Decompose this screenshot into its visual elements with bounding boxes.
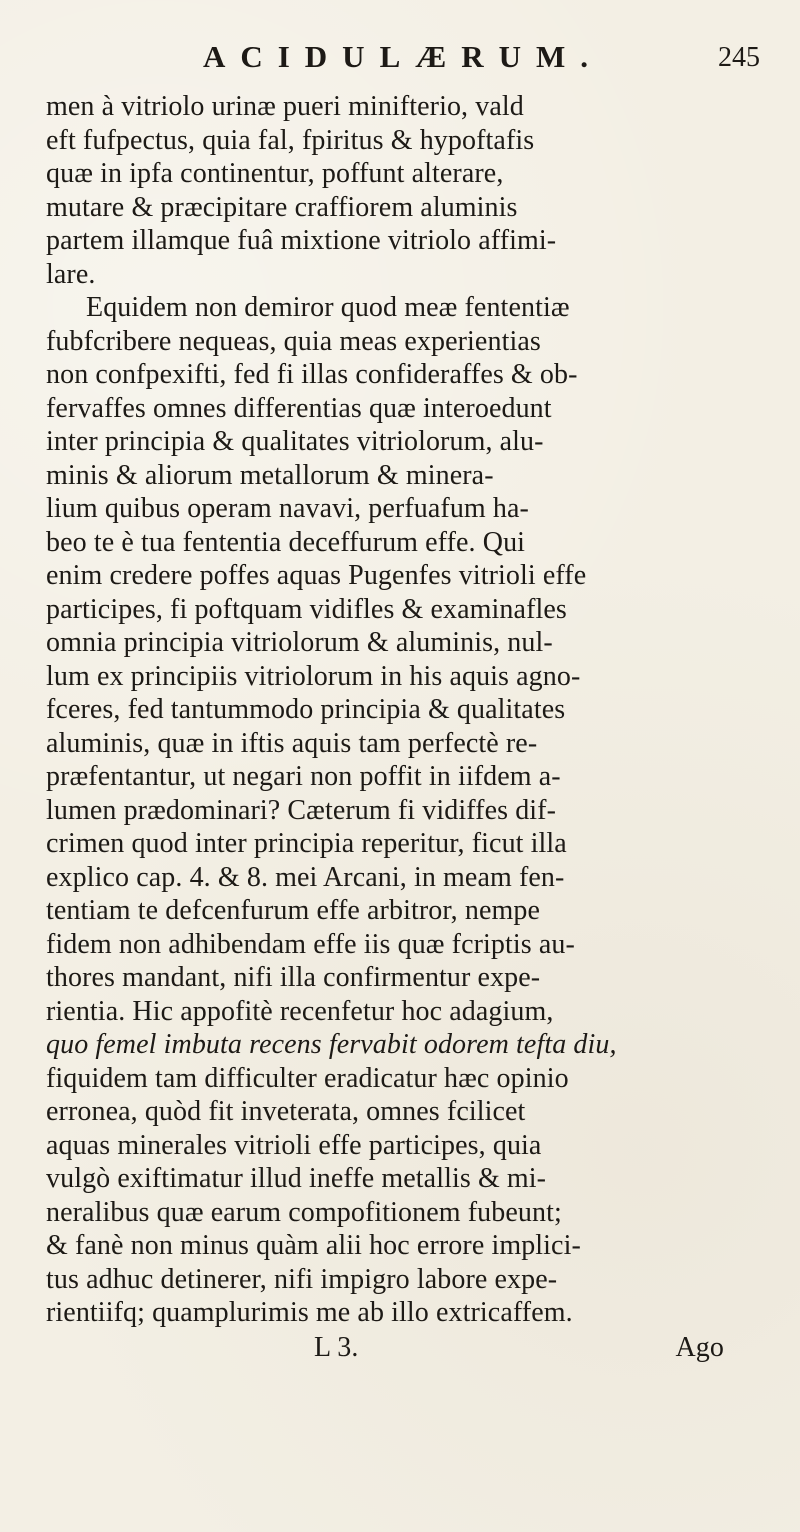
text-line: præfentantur, ut negari non poffit in iifdem a- <box>46 761 561 792</box>
text-line: eft fufpectus, quia fal, fpiritus & hypoftafis <box>46 124 535 156</box>
text-line: fervaffes omnes differentias quæ interoedunt <box>46 392 552 424</box>
text-line: omnia principia vitriolorum & aluminis, nul- <box>46 627 553 658</box>
text-line: aluminis, quæ in iftis aquis tam perfectè re- <box>46 727 538 759</box>
text-line: & fanè non minus quàm alii hoc errore implici- <box>46 1230 581 1261</box>
text-line: quæ in ipfa continentur, poffunt alterare, <box>46 158 504 189</box>
text-line: rientiifq; quamplurimis me ab illo extricaffem. <box>46 1297 573 1328</box>
text-line: inter principia & qualitates vitriolorum, alu- <box>46 426 544 457</box>
paragraph-1 <box>46 90 760 291</box>
text-line: neralibus quæ earum compofitionem fubeunt; <box>46 1196 562 1228</box>
text-line: tus adhuc detinerer, nifi impigro labore expe- <box>46 1263 558 1295</box>
text-line: erronea, quòd fit inveterata, omnes fcilicet <box>46 1096 526 1127</box>
text-line: crimen quod inter principia reperitur, ficut illa <box>46 828 567 859</box>
text-line: beo te è tua fententia deceffurum effe. Qui <box>46 526 526 558</box>
text-line: lumen prædominari? Cæterum fi vidiffes dif- <box>46 794 557 826</box>
text-line: minis & aliorum metallorum & minera- <box>46 459 494 491</box>
signature-mark: L 3. <box>314 1331 359 1363</box>
text-line: partem illamque fuâ mixtione vitriolo affimi- <box>46 225 557 256</box>
text-line: non confpexifti, fed fi illas confideraffes & ob- <box>46 359 578 390</box>
text-line: fidem non adhibendam effe iis quæ fcriptis au- <box>46 928 575 960</box>
paragraph-2 <box>46 291 760 1330</box>
main-text <box>46 90 760 1365</box>
text-line: thores mandant, nifi illa confirmentur expe- <box>46 962 541 993</box>
text-line: participes, fi poftquam vidifles & examinafles <box>46 593 567 625</box>
text-line: fubfcribere nequeas, quia meas experientias <box>46 325 541 357</box>
adage-line: quo femel imbuta recens fervabit odorem tefta diu, <box>46 1029 617 1060</box>
text-line: explico cap. 4. & 8. mei Arcani, in meam fen- <box>46 861 565 893</box>
running-head <box>46 36 760 84</box>
text-line: Equidem non demiror quod meæ fententiæ <box>86 292 570 323</box>
text-line: rientia. Hic appofitè recenfetur hoc adagium, <box>46 995 554 1027</box>
text-line: aquas minerales vitrioli effe participes, quia <box>46 1129 542 1161</box>
text-line: lium quibus operam navavi, perfuafum ha- <box>46 493 529 524</box>
text-line: enim credere poffes aquas Pugenfes vitrioli effe <box>46 560 587 591</box>
catchword: Ago <box>675 1331 724 1363</box>
page-footer <box>46 1331 760 1365</box>
text-line: lare. <box>46 258 96 290</box>
text-line: fiquidem tam difficulter eradicatur hæc opinio <box>46 1062 569 1094</box>
text-line: tentiam te defcenfurum effe arbitror, nempe <box>46 895 540 926</box>
text-line: men à vitriolo urinæ pueri minifterio, vald <box>46 91 524 122</box>
text-line: mutare & præcipitare craffiorem aluminis <box>46 191 518 223</box>
text-line: vulgò exiftimatur illud ineffe metallis & mi- <box>46 1163 547 1194</box>
running-title: ACIDULÆRUM. <box>202 39 604 74</box>
text-line: lum ex principiis vitriolorum in his aquis agno- <box>46 660 581 692</box>
text-line: fceres, fed tantummodo principia & qualitates <box>46 694 566 725</box>
page-number: 245 <box>718 42 760 73</box>
